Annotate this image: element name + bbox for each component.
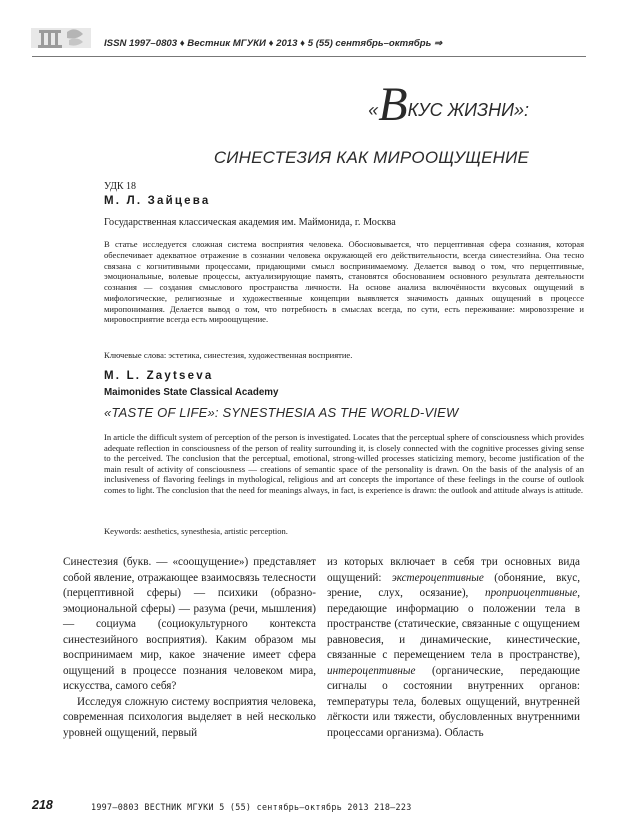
author-name-en: M. L. Zaytseva <box>104 370 214 382</box>
author-name-ru: М. Л. Зайцева <box>104 195 211 207</box>
author-affiliation-ru: Государственная классическая академия им. Маймонида, г. Москва <box>104 217 396 228</box>
author-affiliation-en: Maimonides State Classical Academy <box>104 387 279 398</box>
article-title-ru-line2: СИНЕСТЕЗИЯ КАК МИРООЩУЩЕНИЕ <box>213 148 529 167</box>
footer-citation: 1997–0803 ВЕСТНИК МГУКИ 5 (55) сентябрь–октябрь 2013 218—223 <box>91 802 412 812</box>
body-paragraph <box>327 555 580 742</box>
title-drop-letter: В <box>378 78 408 131</box>
page-number: 218 <box>32 798 53 812</box>
keywords-ru: Ключевые слова: эстетика, синестезия, художественная восприятие. <box>104 350 353 360</box>
udc-code: УДК 18 <box>104 181 137 192</box>
body-text: (органические, передающие сигналы о состоянии внутренних органов: температуры тела, болевых ощущений, внутренней лёгкости или тяжести, обусловленных внутренними процессами организма). Область <box>327 664 580 740</box>
body-column-right <box>327 555 580 742</box>
title-rest: КУС ЖИЗНИ»: <box>407 100 529 120</box>
header-divider <box>32 56 586 57</box>
journal-header-line: ISSN 1997–0803 ♦ Вестник МГУКИ ♦ 2013 ♦ 5 (55) сентябрь–октябрь ⇒ <box>104 38 443 49</box>
journal-logo-icon <box>31 24 91 52</box>
title-open-quote: « <box>368 100 379 120</box>
body-paragraph: Исследуя сложную систему восприятия человека, современная психология выделяет в ней несколько уровней ощущений, первый <box>63 695 316 740</box>
article-title-ru-line1 <box>368 78 529 131</box>
body-paragraph: Синестезия (букв. — «соощущение») представляет собой явление, отражающее взаимосвязь телесности (перцептивной сферы) — психики (образно-эмоциональной сферы) — разума (речи, мышления) — социума (социокультурного контекста синестезийного восприятия). Каким образом мы воспринимаем мир, какое значение имеет сфера ощущений в процессе познания человеком мира, искусства, самого себя? <box>63 556 316 693</box>
body-text: , передающие информацию о положении тела в пространстве (статические, связанные с ощущением равновесия, и динамические, кинестические, связанные с перемещением тела в пространстве), <box>327 587 580 662</box>
body-text: (обоняние, вкус, зрение, слух, осязание), <box>327 571 581 600</box>
article-title-en: «TASTE OF LIFE»: SYNESTHESIA AS THE WORLD-VIEW <box>104 405 459 420</box>
term-proprioceptive: проприоцептивные <box>484 587 578 600</box>
term-exteroceptive: экстероцептивные <box>391 571 484 584</box>
body-column-left <box>63 555 316 742</box>
abstract-en: In article the difficult system of perception of the person is investigated. Locates that the perceptual sphere of consciousness which provides adequate reflection in consciousness of the person of reality surrounding it, is closely connected with the cognitive processes giving sense to the perceived. The conclusion that the perceptual, emotional, strong-willed processes staticizing memory, become justification of the main result of activity of consciousness — creations of semantic space of the personality is drawn. On the basis of the analysis of an inclusiveness of flavoring feelings in mythological, religious and art concepts the importance of these feelings in the course of outlook comes to light. The conclusion that the need for meanings always, in fact, is experience is drawn: the outlook and attitude always is attitude. <box>104 432 584 495</box>
keywords-en: Keywords: aesthetics, synesthesia, artistic perception. <box>104 526 288 536</box>
abstract-ru: В статье исследуется сложная система восприятия человека. Обосновывается, что перцептивная сфера сознания, которая обеспечивает адекватное отражение в сознании человека окружающей его действительности, всегда синестезийна. Она тесно связана с когнитивными процессами, придающими смысл воспринимаемому. Делается вывод о том, что перцептивные, эмоциональные, волевые процессы, актуализирующие память, становятся обоснованием основного результата деятельности сознания — создания смыслового пространства личности. На основе анализа включённости вкусовых ощущений в мифологические, религиозные и художественные концепции выявляется значимость данных ощущений в процессе миропонимания. Делается вывод о том, что потребность в смыслах всегда, по сути, есть переживание: мировоззрение и мировосприятие всегда есть мироощущение. <box>104 239 584 325</box>
body-text: из которых включает в себя три основных вида ощущений: <box>327 556 580 584</box>
term-interoceptive: интероцептивные <box>327 664 416 677</box>
